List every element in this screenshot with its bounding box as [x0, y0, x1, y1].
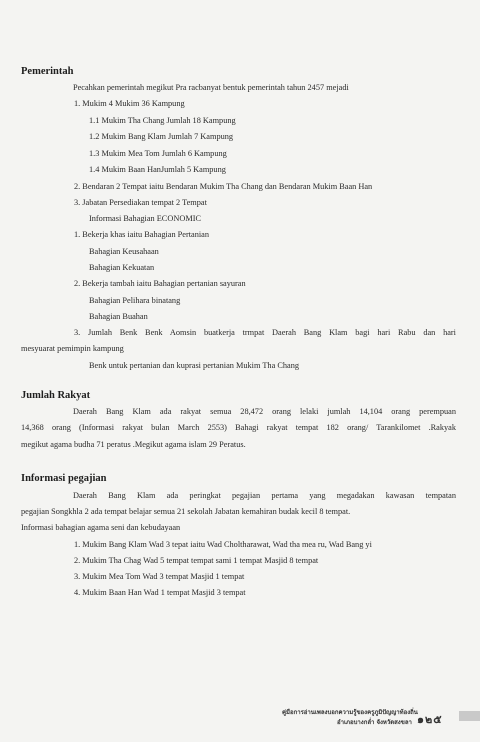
economic-item-2-buahan: Bahagian Buahan [89, 312, 148, 321]
page-edge-marker [459, 711, 480, 721]
rakyat-paragraph-line-2: 14,368 orang (Informasi rakyat bulan March 2553) Bahagi rakyat tempat 182 orang/ Tarankilomet .Rakyak [21, 423, 456, 432]
section-heading-jumlah-rakyat: Jumlah Rakyat [21, 390, 91, 401]
pemerintah-item-3: 3. Jabatan Persediakan tempat 2 Tempat [74, 198, 207, 207]
rakyat-paragraph-line-3: megikut agama budha 71 peratus .Megikut agama islam 29 Peratus. [21, 440, 246, 449]
pegajian-item-1: 1. Mukim Bang Klam Wad 3 tepat iaitu Wad Choltharawat, Wad tha mea ru, Wad Bang yi [74, 540, 372, 549]
economic-heading: Informasi Bahagian ECONOMIC [89, 214, 201, 223]
pegajian-paragraph-line-3: Informasi bahagian agama seni dan kebudayaan [21, 523, 181, 532]
pemerintah-subitem-1-2: 1.2 Mukim Bang Klam Jumlah 7 Kampung [89, 132, 234, 141]
pemerintah-subitem-1-4: 1.4 Mukim Baan HanJumlah 5 Kampung [89, 165, 226, 174]
economic-item-1: 1. Bekerja khas iaitu Bahagian Pertanian [74, 230, 210, 239]
economic-item-2-binatang: Bahagian Pelihara binatang [89, 296, 181, 305]
pemerintah-intro: Pecahkan pemerintah megikut Pra racbanyat bentuk pemerintah tahun 2457 mejadi [73, 83, 349, 92]
economic-item-3: 3. Jumlah Benk Benk Aomsin buatkerja trmpat Daerah Bang Klam bagi hari Rabu dan hari [74, 328, 456, 337]
pemerintah-subitem-1-1: 1.1 Mukim Tha Chang Jumlah 18 Kampung [89, 116, 236, 125]
section-heading-pemerintah: Pemerintah [21, 66, 74, 77]
pegajian-item-2: 2. Mukim Tha Chag Wad 5 tempat tempat sami 1 tempat Masjid 8 tempat [74, 556, 319, 565]
footer-book-title: คู่มือการอ่านเพลงบอกความรู้ของครูภูมิปัญญาท้องถิ่น [282, 709, 418, 716]
economic-item-1-kekuatan: Bahagian Kekuatan [89, 263, 155, 272]
pemerintah-item-1: 1. Mukim 4 Mukim 36 Kampung [74, 99, 185, 108]
pegajian-paragraph-line-1: Daerah Bang Klam ada peringkat pegajian pertama yang megadakan kawasan tempatan [73, 491, 456, 500]
economic-item-2: 2. Bekerja tambah iaitu Bahagian pertanian sayuran [74, 279, 246, 288]
pegajian-item-4: 4. Mukim Baan Han Wad 1 tempat Masjid 3 tempat [74, 588, 246, 597]
rakyat-paragraph-line-1: Daerah Bang Klam ada rakyat semua 28,472 orang lelaki jumlah 14,104 orang perempuan [73, 407, 456, 416]
section-heading-informasi-pegajian: Informasi pegajian [21, 473, 107, 484]
economic-item-1-keusahaan: Bahagian Keusahaan [89, 247, 159, 256]
page-number: ๑๒๕ [417, 713, 443, 726]
pemerintah-item-2: 2. Bendaran 2 Tempat iaitu Bendaran Mukim Tha Chang dan Bendaran Mukim Baan Han [74, 182, 373, 191]
economic-item-3-continued: mesyuarat pemimpin kampung [21, 344, 124, 353]
benk-pertanian: Benk untuk pertanian dan kuprasi pertanian Mukim Tha Chang [89, 361, 299, 370]
pegajian-paragraph-line-2: pegajian Songkhla 2 ada tempat belajar semua 21 sekolah Jabatan kemahiran budak kecil 8 tempat. [21, 507, 351, 516]
pemerintah-subitem-1-3: 1.3 Mukim Mea Tom Jumlah 6 Kampung [89, 149, 227, 158]
footer-location: อำเภอบางกล่ำ จังหวัดสงขลา [337, 719, 412, 726]
pegajian-item-3: 3. Mukim Mea Tom Wad 3 tempat Masjid 1 tempat [74, 572, 245, 581]
